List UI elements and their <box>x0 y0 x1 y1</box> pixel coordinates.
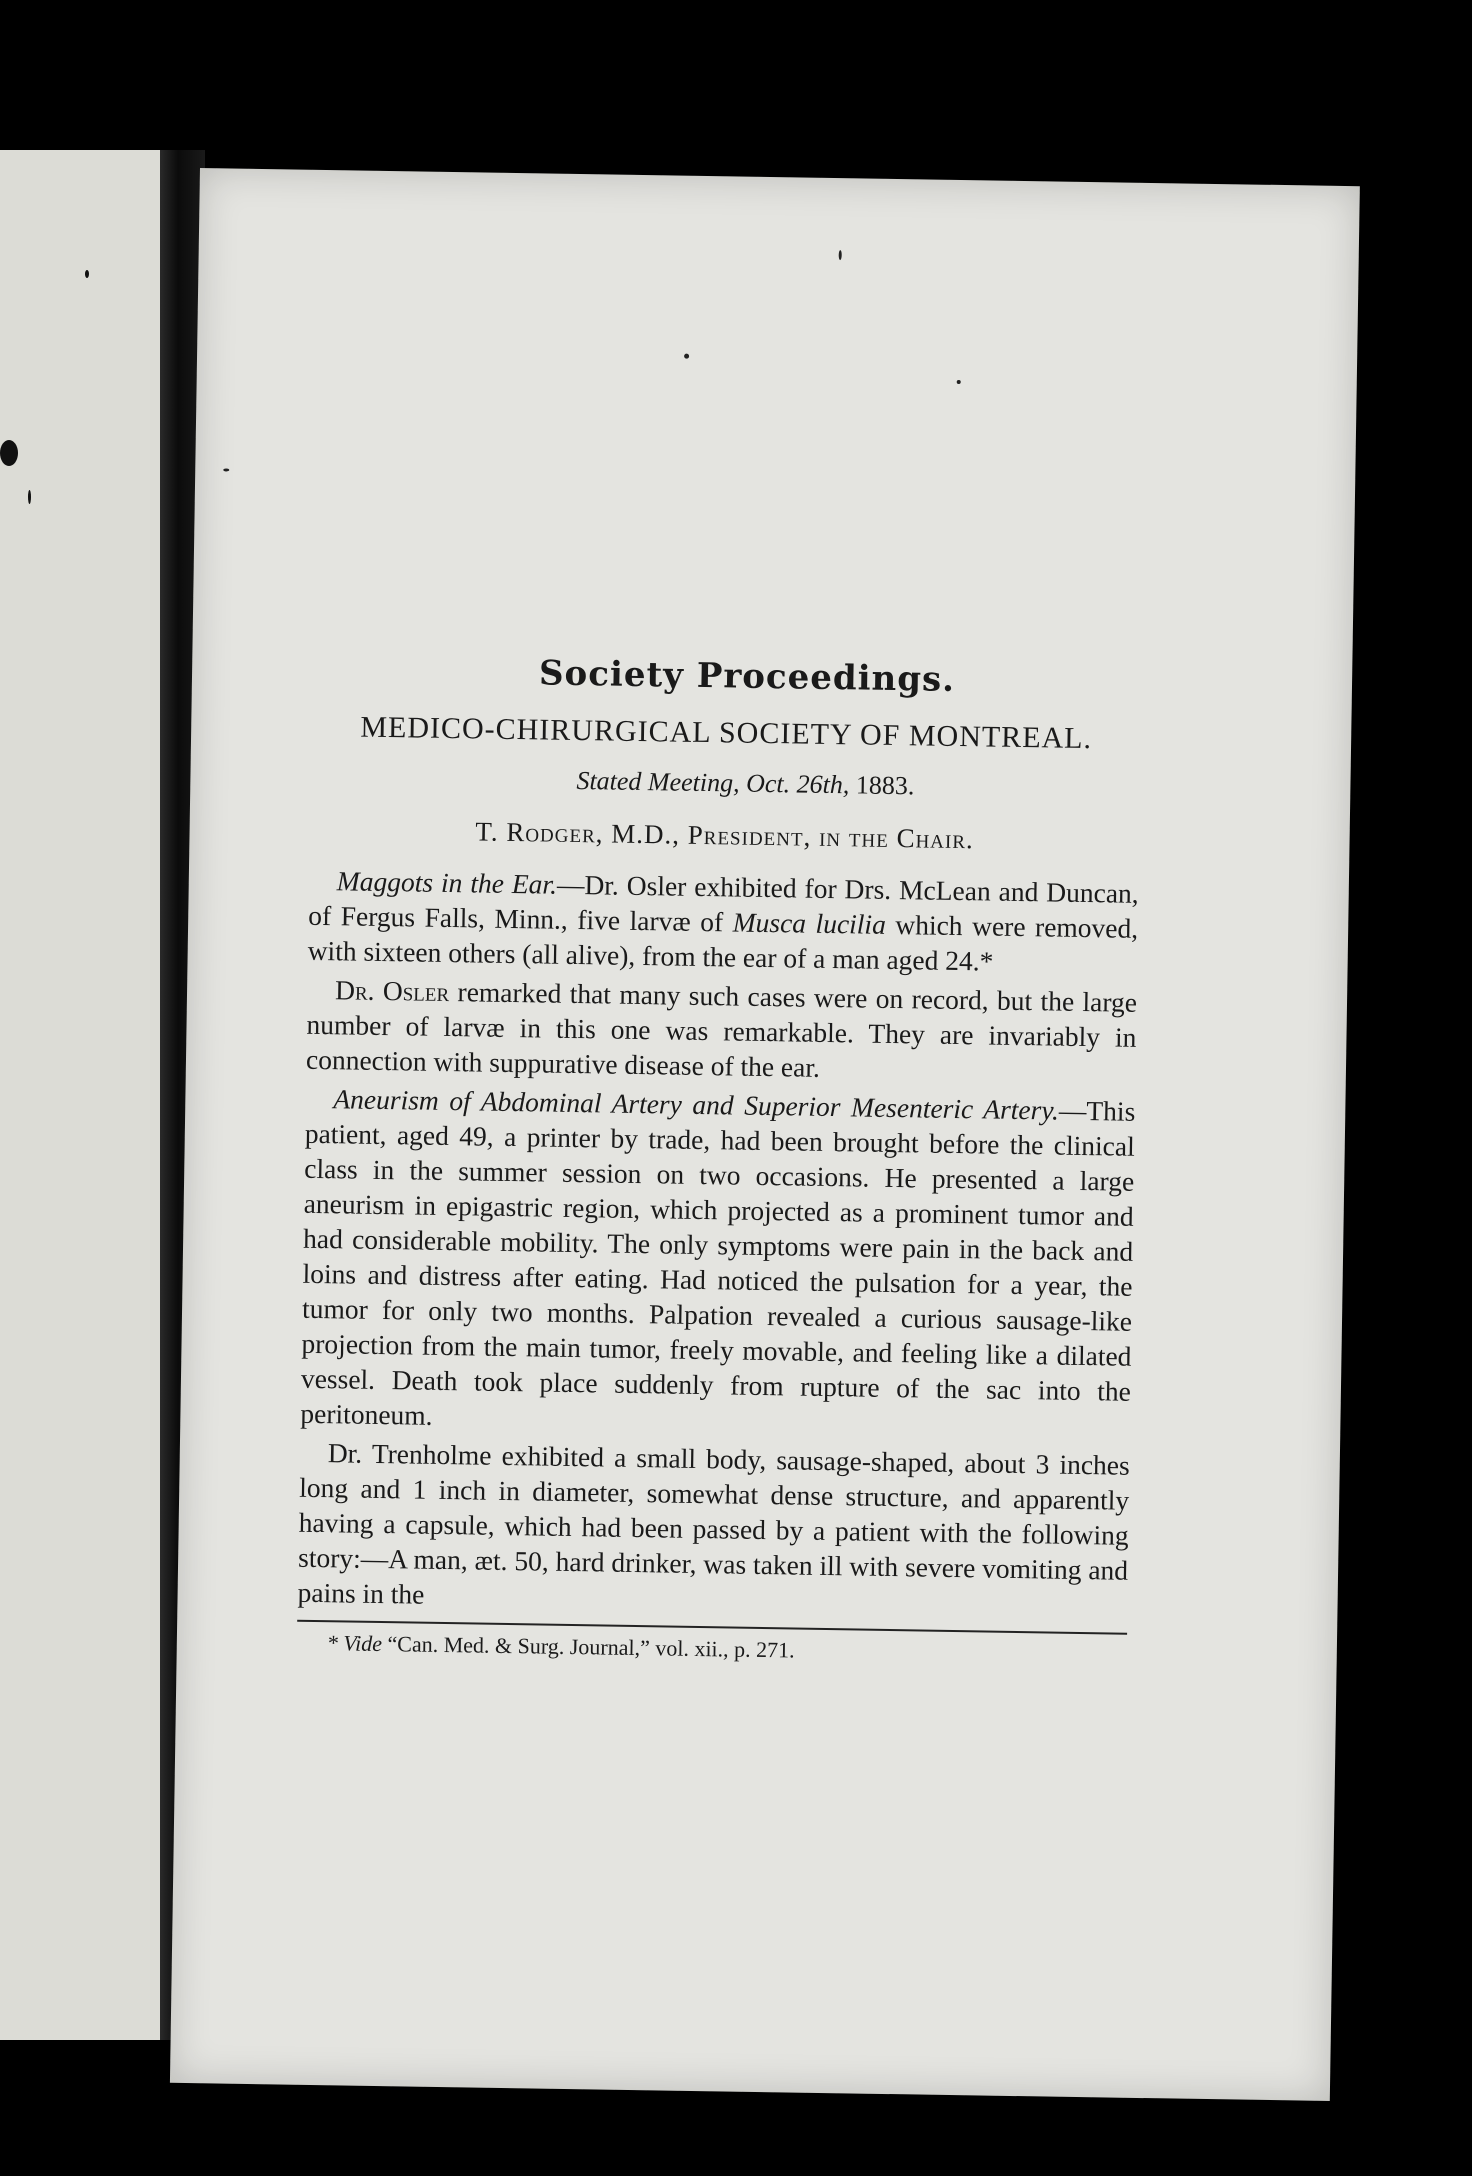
ink-speck <box>957 380 961 384</box>
ink-speck <box>0 440 18 466</box>
footnote-marker: * Vide <box>326 1630 383 1657</box>
paragraph-osler-remarks <box>306 972 1138 1090</box>
previous-page-edge <box>0 150 160 2040</box>
paragraph-text: —This patient, aged 49, a printer by trade, had been brought before the clinical class in the summer session on two occasions. He presented a large aneurism in epigastric region, which projected as a prominent tumor and had considerable mobility. The only symptoms were pain in the back and loins and distress after eating. Had noticed the pulsation for a year, the tumor for only two months. Palpation revealed a curious sausage-like projection from the main tumor, freely movable, and feeling like a dilated vessel. Death took place suddenly from rupture of the sac into the peritoneum. <box>300 1094 1136 1431</box>
paragraph-title: Aneurism of Abdominal Artery and Superior Mesenteric Artery. <box>333 1083 1060 1126</box>
paragraph-text: Dr. Trenholme exhibited a small body, sausage-shaped, about 3 inches long and 1 inch in diameter, somewhat dense structure, and apparently having a capsule, which had been passed by a patient with the following story:—A man, æt. 50, hard drinker, was taken ill with severe vomiting and pains in the <box>297 1437 1130 1610</box>
page-content <box>297 650 1143 1669</box>
ink-speck <box>684 354 689 359</box>
section-heading: Society Proceedings. <box>538 653 956 700</box>
footnote <box>327 1630 1127 1669</box>
footnote-citation: “Can. Med. & Surg. Journal,” vol. xii., p. 271. <box>381 1631 795 1663</box>
paragraph-text: remarked that many such cases were on record, but the large number of larvæ in this one was remarkable. They are invariably in connection with suppurative disease of the ear. <box>305 976 1138 1083</box>
meeting-date <box>350 762 1140 804</box>
ink-speck <box>85 270 89 278</box>
society-name: MEDICO-CHIRURGICAL SOCIETY OF MONTREAL. <box>360 710 1093 756</box>
paragraph-maggots <box>307 863 1139 981</box>
meeting-year: 1883. <box>855 770 915 801</box>
paragraph-text: which were removed, with sixteen others (all alive), from the ear of a man aged 24.* <box>307 908 1139 977</box>
meeting-date-italic: Stated Meeting, Oct. 26th, <box>576 765 850 800</box>
speaker-name: Dr. Osler <box>334 974 450 1008</box>
book-page <box>170 168 1360 2101</box>
paragraph-trenholme <box>297 1435 1130 1623</box>
paragraph-title: Maggots in the Ear. <box>336 865 558 900</box>
chair-line: T. Rodger, M.D., President, in the Chair. <box>475 816 975 855</box>
ink-speck <box>223 468 229 471</box>
ink-speck <box>28 490 31 504</box>
paragraph-aneurism <box>300 1081 1135 1444</box>
ink-speck <box>839 250 842 260</box>
paragraph-text: —Dr. Osler exhibited for Drs. McLean and Duncan, of Fergus Falls, Minn., five larvæ of <box>308 868 1139 938</box>
species-name: Musca lucilia <box>732 906 887 940</box>
